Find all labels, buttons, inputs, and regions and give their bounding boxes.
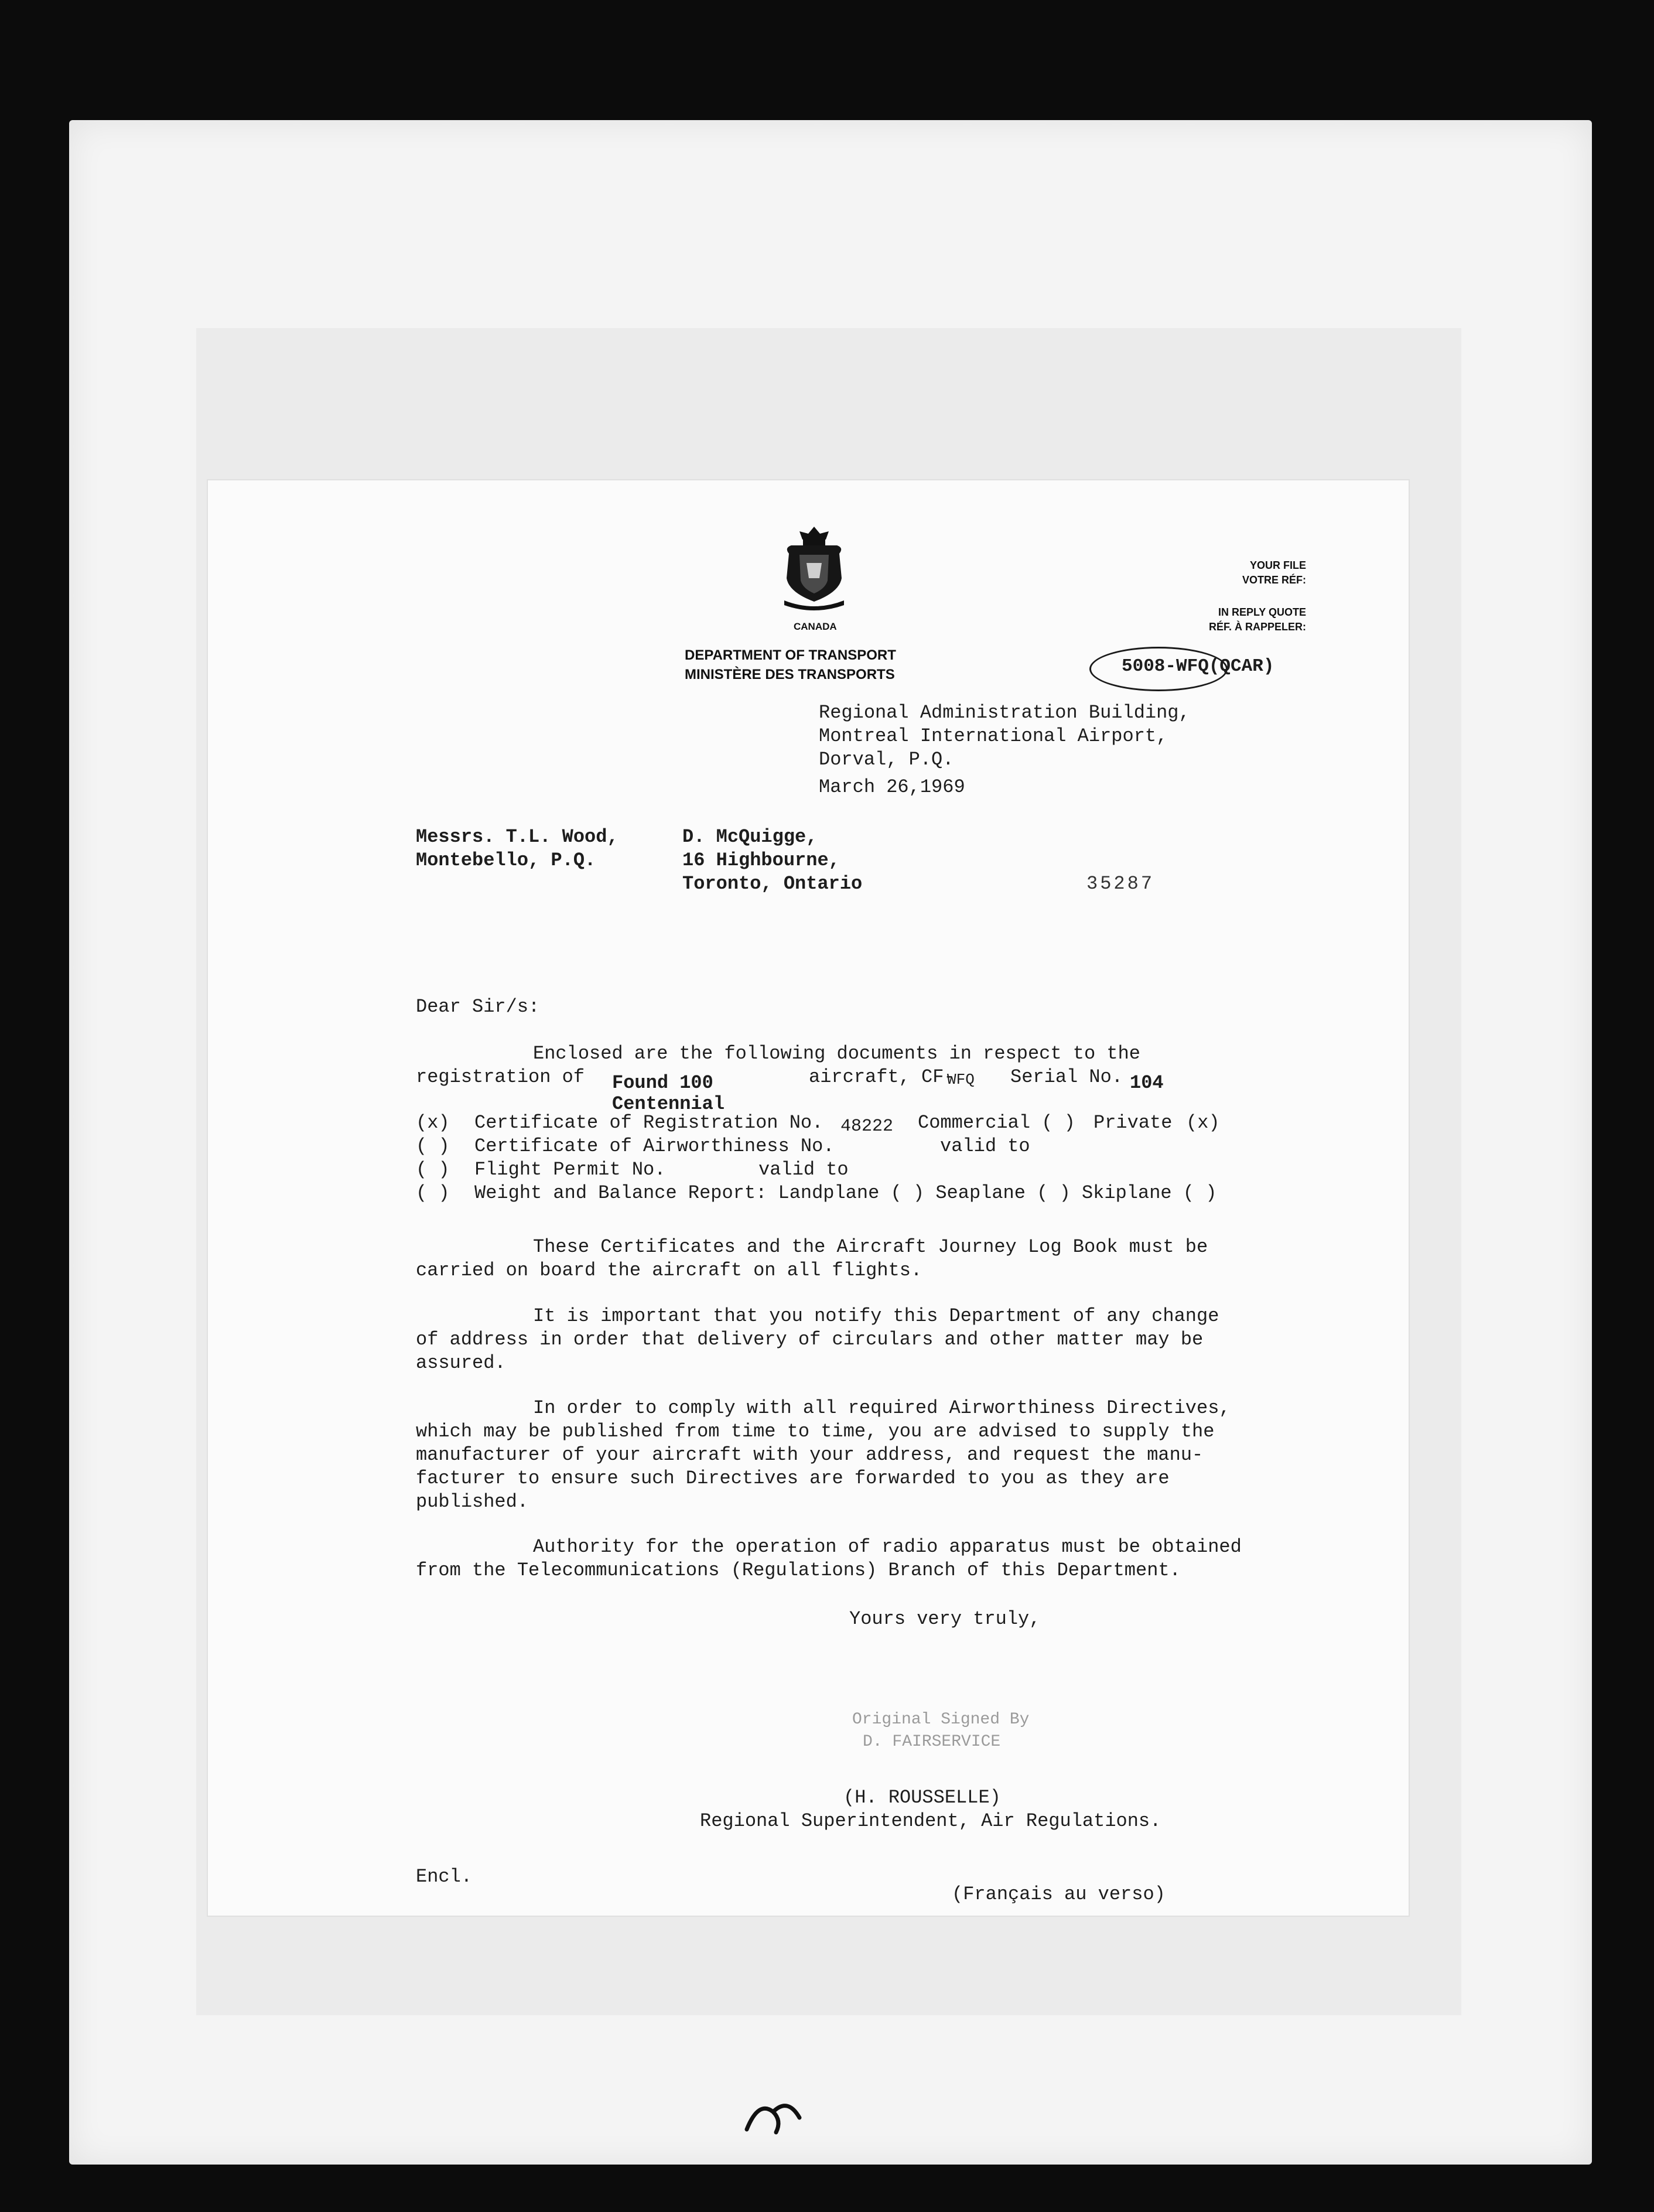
french-version-note: (Français au verso) bbox=[952, 1883, 1166, 1905]
checkbox-private: (x) bbox=[1186, 1112, 1220, 1134]
sender-address-line-3: Dorval, P.Q. bbox=[819, 749, 954, 770]
checkbox-weight-balance: ( ) bbox=[416, 1182, 450, 1204]
label-airworthiness-valid: valid to bbox=[940, 1135, 1030, 1157]
canada-coat-of-arms-icon bbox=[776, 524, 852, 612]
letter-page bbox=[208, 480, 1409, 1916]
intro-aircraft-cf: aircraft, CF- bbox=[809, 1066, 955, 1088]
your-file-label-fr: VOTRE RÉF: bbox=[1242, 574, 1306, 586]
paragraph-2-line-2: of address in order that delivery of circulars and other matter may be bbox=[416, 1329, 1204, 1350]
clip-mark-icon bbox=[741, 2094, 805, 2135]
paragraph-4-line-2: from the Telecommunications (Regulations) Branch of this Department. bbox=[416, 1559, 1181, 1581]
letterhead-country: CANADA bbox=[794, 621, 837, 632]
checkbox-registration: (x) bbox=[416, 1112, 450, 1134]
signature-stamp-line-2: D. FAIRSERVICE bbox=[863, 1733, 1001, 1751]
sender-address-line-1: Regional Administration Building, bbox=[819, 702, 1190, 723]
reply-quote-label-en: IN REPLY QUOTE bbox=[1218, 606, 1306, 618]
label-cert-registration: Certificate of Registration No. bbox=[474, 1112, 823, 1134]
paragraph-2-line-1: It is important that you notify this Department of any change bbox=[533, 1305, 1219, 1327]
aircraft-type-line-2: Centennial bbox=[612, 1093, 725, 1115]
label-commercial: Commercial ( ) bbox=[918, 1112, 1075, 1134]
reply-quote-label-fr: RÉF. À RAPPELER: bbox=[1208, 621, 1306, 633]
registration-number: 48222 bbox=[840, 1117, 894, 1136]
signatory-title: Regional Superintendent, Air Regulations. bbox=[700, 1810, 1161, 1832]
intro-line-1: Enclosed are the following documents in respect to the bbox=[533, 1043, 1140, 1064]
registration-mark: WFQ bbox=[947, 1071, 975, 1088]
paragraph-4-line-1: Authority for the operation of radio apparatus must be obtained bbox=[533, 1536, 1242, 1558]
recipient-1-line-2: Montebello, P.Q. bbox=[416, 849, 596, 871]
aircraft-type-line-1: Found 100 bbox=[612, 1072, 713, 1094]
signatory-name: (H. ROUSSELLE) bbox=[843, 1787, 1001, 1808]
recipient-2-line-3: Toronto, Ontario bbox=[682, 873, 863, 895]
label-private: Private bbox=[1093, 1112, 1173, 1134]
paragraph-3-line-5: published. bbox=[416, 1491, 529, 1513]
paragraph-3-line-3: manufacturer of your aircraft with your address, and request the manu- bbox=[416, 1444, 1204, 1466]
paragraph-2-line-3: assured. bbox=[416, 1352, 506, 1374]
sender-address-line-2: Montreal International Airport, bbox=[819, 725, 1168, 747]
label-flight-permit-valid: valid to bbox=[758, 1159, 849, 1180]
letterhead-department-en: DEPARTMENT OF TRANSPORT bbox=[685, 647, 896, 663]
paragraph-1-line-2: carried on board the aircraft on all flights. bbox=[416, 1259, 922, 1281]
paragraph-3-line-4: facturer to ensure such Directives are forwarded to you as they are bbox=[416, 1467, 1170, 1489]
checkbox-airworthiness: ( ) bbox=[416, 1135, 450, 1157]
signature-stamp-line-1: Original Signed By bbox=[852, 1711, 1030, 1729]
intro-serial-label: Serial No. bbox=[1010, 1066, 1123, 1088]
file-number: 35287 bbox=[1086, 873, 1155, 895]
label-cert-airworthiness: Certificate of Airworthiness No. bbox=[474, 1135, 835, 1157]
letter-date: March 26,1969 bbox=[819, 776, 965, 798]
enclosure-note: Encl. bbox=[416, 1866, 473, 1887]
letterhead-department-fr: MINISTÈRE DES TRANSPORTS bbox=[685, 667, 895, 682]
valediction: Yours very truly, bbox=[849, 1608, 1041, 1630]
paragraph-1-line-1: These Certificates and the Aircraft Journey Log Book must be bbox=[533, 1236, 1208, 1258]
recipient-1-line-1: Messrs. T.L. Wood, bbox=[416, 826, 618, 848]
salutation: Dear Sir/s: bbox=[416, 996, 540, 1018]
intro-registration-of: registration of bbox=[416, 1066, 585, 1088]
paragraph-3-line-1: In order to comply with all required Airworthiness Directives, bbox=[533, 1397, 1231, 1419]
recipient-2-line-2: 16 Highbourne, bbox=[682, 849, 840, 871]
label-flight-permit: Flight Permit No. bbox=[474, 1159, 666, 1180]
serial-number: 104 bbox=[1130, 1072, 1164, 1094]
checkbox-flight-permit: ( ) bbox=[416, 1159, 450, 1180]
paragraph-3-line-2: which may be published from time to time, you are advised to supply the bbox=[416, 1421, 1215, 1442]
your-file-label-en: YOUR FILE bbox=[1249, 559, 1306, 571]
label-weight-balance: Weight and Balance Report: Landplane ( ) Seaplane ( ) Skiplane ( ) bbox=[474, 1182, 1217, 1204]
reference-number: 5008-WFQ(QCAR) bbox=[1122, 656, 1274, 677]
recipient-2-line-1: D. McQuigge, bbox=[682, 826, 818, 848]
